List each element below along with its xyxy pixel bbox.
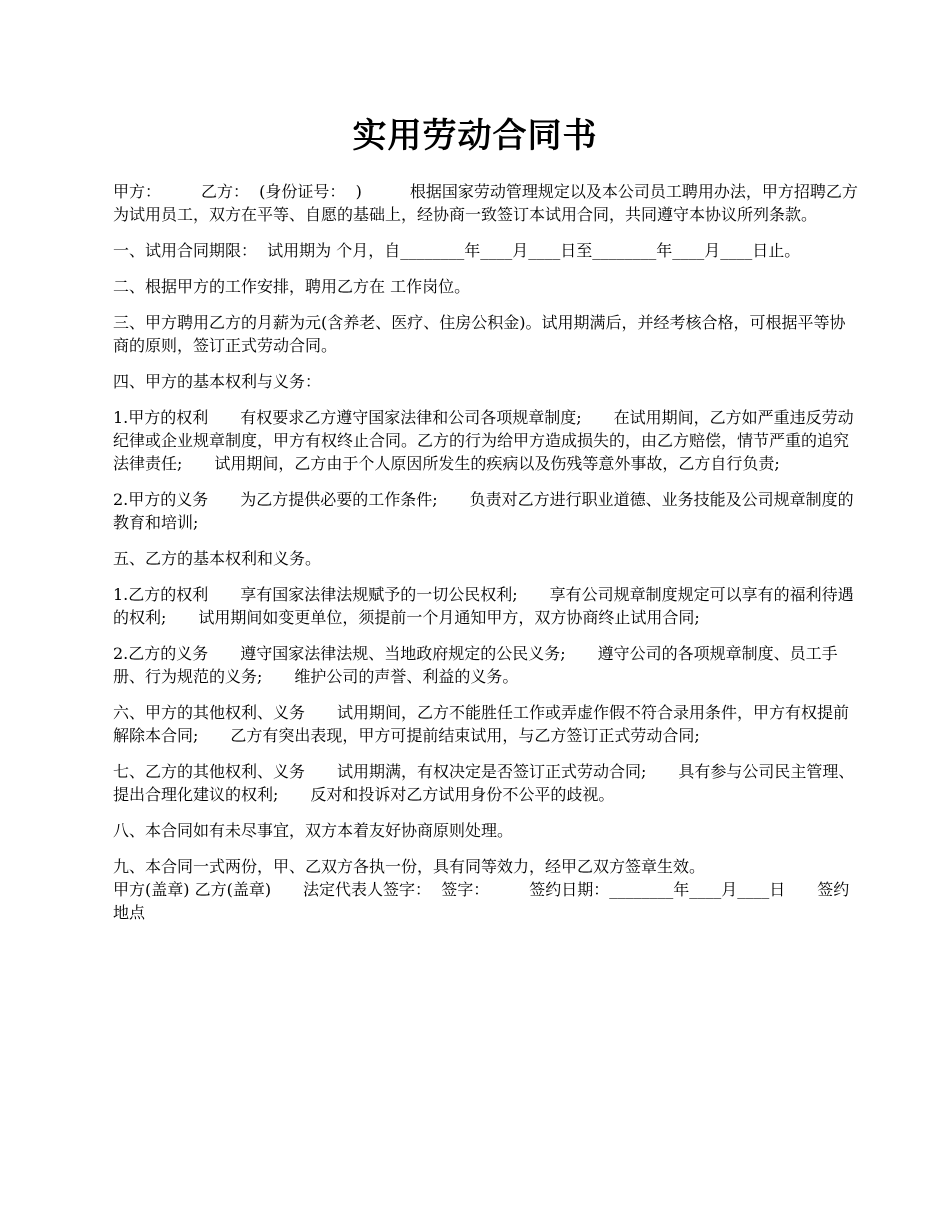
clause-9-copies: 九、本合同一式两份，甲、乙双方各执一份，具有同等效力，经甲乙双方签章生效。 — [113, 857, 706, 876]
clause-7-party-b-other: 七、乙方的其他权利、义务 试用期满，有权决定是否签订正式劳动合同; 具有参与公司民主管理、提出合理化建议的权利; 反对和投诉对乙方试用身份不公平的歧视。 — [113, 762, 855, 804]
clause-5-party-b-duties: 2.乙方的义务 遵守国家法律法规、当地政府规定的公民义务; 遵守公司的各项规章制度、员工手册、行为规范的义务; 维护公司的声誉、利益的义务。 — [113, 644, 838, 686]
clause-8-unresolved: 八、本合同如有未尽事宜，双方本着友好协商原则处理。 — [113, 821, 514, 840]
clause-4-party-a-duties: 2.甲方的义务 为乙方提供必要的工作条件; 负责对乙方进行职业道德、业务技能及公司规章制度的教育和培训; — [113, 490, 854, 532]
signature-block: 甲方(盖章) 乙方(盖章) 法定代表人签字： 签字： 签约日期：________年____月____日 签约地点 — [113, 880, 850, 922]
intro-paragraph: 甲方： 乙方： (身份证号： ) 根据国家劳动管理规定以及本公司员工聘用办法，甲方招聘乙方为试用员工，双方在平等、自愿的基础上，经协商一致签订本试用合同，共同遵守本协议所列条款。 — [113, 182, 858, 224]
clause-6-party-a-other: 六、甲方的其他权利、义务 试用期间，乙方不能胜任工作或弄虚作假不符合录用条件，甲方有权提前解除本合同; 乙方有突出表现，甲方可提前结束试用，与乙方签订正式劳动合同; — [113, 703, 850, 745]
clause-1-probation-period: 一、试用合同期限： 试用期为 个月，自________年____月____日至________年____月____日止。 — [113, 241, 801, 260]
clause-5-party-b-rights: 1.乙方的权利 享有国家法律法规赋予的一切公民权利; 享有公司规章制度规定可以享有的福利待遇的权利; 试用期间如变更单位，须提前一个月通知甲方，双方协商终止试用合同; — [113, 585, 854, 627]
clause-4-heading: 四、甲方的基本权利与义务： — [113, 372, 322, 391]
document-title: 实用劳动合同书 — [352, 116, 598, 156]
contract-body — [113, 180, 858, 937]
clause-4-party-a-rights: 1.甲方的权利 有权要求乙方遵守国家法律和公司各项规章制度; 在试用期间，乙方如严重违反劳动纪律或企业规章制度，甲方有权终止合同。乙方的行为给甲方造成损失的，由乙方赔偿，情节严重的追究法律责任; 试用期间，乙方由于个人原因所发生的疾病以及伤残等意外事故，乙方自行负责; — [113, 408, 854, 473]
clause-2-position: 二、根据甲方的工作安排，聘用乙方在 工作岗位。 — [113, 277, 471, 296]
clause-5-heading: 五、乙方的基本权利和义务。 — [113, 549, 322, 568]
clause-3-salary: 三、甲方聘用乙方的月薪为元(含养老、医疗、住房公积金)。试用期满后，并经考核合格，可根据平等协商的原则，签订正式劳动合同。 — [113, 313, 846, 355]
